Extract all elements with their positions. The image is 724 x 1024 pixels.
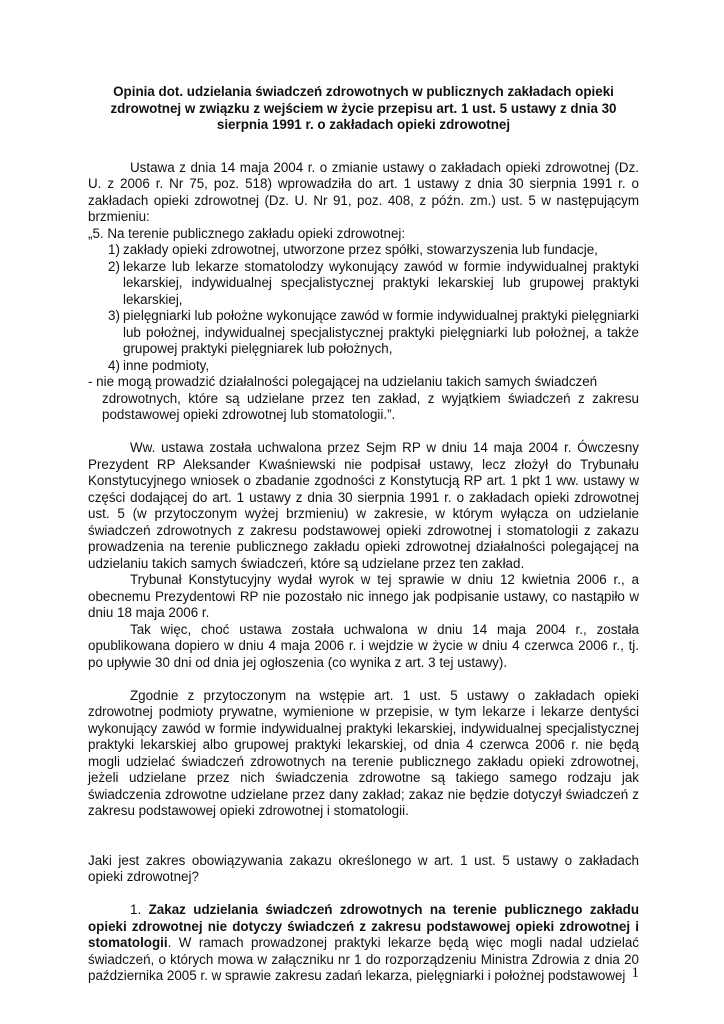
quote-conclusion-continuation: zdrowotnych, które są udzielane przez ten zakład, z wyjątkiem świadczeń z zakresu podstawowej opieki zdrowotnej lub stomatologii.”. bbox=[102, 390, 639, 422]
document-title: Opinia dot. udzielania świadczeń zdrowotnych w publicznych zakładach opieki zdrowotnej w związku z wejściem w życie przepisu art. 1 ust. 5 ustawy z dnia 30 sierpnia 1991 r. o zakładach opieki zdrowotnej bbox=[110, 84, 617, 132]
list-item bbox=[88, 358, 639, 375]
point-1-paragraph bbox=[88, 902, 639, 985]
list-item bbox=[88, 259, 639, 309]
point-1-bold-text: Zakaz udzielania świadczeń zdrowotnych na terenie publicznego zakładu opieki zdrowotnej nie dotyczy świadczeń z zakresu podstawowej opieki zdrowotnej i stomatologii bbox=[88, 902, 639, 950]
intro-paragraph: Ustawa z dnia 14 maja 2004 r. o zmianie ustawy o zakładach opieki zdrowotnej (Dz. U. z 2006 r. Nr 75, poz. 518) wprowadziła do art. 1 ustawy z dnia 30 sierpnia 1991 r. o zakładach opieki zdrowotnej (Dz. U. Nr 91, poz. 408, z późn. zm.) ust. 5 w następującym brzmieniu: bbox=[88, 159, 639, 224]
list-item-number: 1) bbox=[108, 242, 120, 257]
question-paragraph: Jaki jest zakres obowiązywania zakazu określonego w art. 1 ust. 5 ustawy o zakładach opieki zdrowotnej? bbox=[88, 852, 639, 884]
list-item-text: lekarze lub lekarze stomatolodzy wykonujący zawód w formie indywidualnej praktyki lekarskiej, indywidualnej specjalistycznej praktyki lekarskiej lub grupowej praktyki lekarskiej, bbox=[123, 258, 639, 307]
document-page bbox=[88, 84, 639, 985]
list-item-number: 3) bbox=[108, 308, 120, 323]
quote-heading: „5. Na terenie publicznego zakładu opieki zdrowotnej: bbox=[88, 225, 406, 241]
list-item-number: 4) bbox=[108, 357, 120, 373]
paragraph-ww-ustawa: Ww. ustawa została uchwalona przez Sejm RP w dniu 14 maja 2004 r. Ówczesny Prezydent RP Aleksander Kwaśniewski nie podpisał ustawy, lecz złożył do Trybunału Konstytucyjnego wniosek o zbadanie zgodności z Konstytucją RP art. 1 pkt 1 ww. ustawy w części dodającej do art. 1 ustawy z dnia 30 sierpnia 1991 r. o zakładach opieki zdrowotnej ust. 5 (w przytoczonym wyżej brzmieniu) w zakresie, w którym wyłącza on udzielanie świadczeń zdrowotnych z zakresu podstawowej opieki zdrowotnej i stomatologii z zakazu prowadzenia na terenie publicznego zakładu opieki zdrowotnej działalności polegającej na udzielaniu takich samych świadczeń, które są udzielane przez ten zakład. bbox=[88, 440, 639, 571]
list-item-number: 2) bbox=[108, 258, 120, 274]
paragraph-tak-wiec: Tak więc, choć ustawa została uchwalona w dniu 14 maja 2004 r., została opublikowana dopiero w dniu 4 maja 2006 r. i wejdzie w życie w dniu 4 czerwca 2006 r., tj. po upływie 30 dni od dnia jej ogłoszenia (co wynika z art. 3 tej ustawy). bbox=[88, 621, 639, 670]
list-item-text: zakłady opieki zdrowotnej, utworzone przez spółki, stowarzyszenia lub fundacje, bbox=[123, 242, 598, 257]
list-item bbox=[88, 308, 639, 358]
point-1-text: . W ramach prowadzonej praktyki lekarze będą więc mogli nadal udzielać świadczeń, o których mowa w załączniku nr 1 do rozporządzeniu Ministra Zdrowia z dnia 20 października 2005 r. w sprawie zakresu zadań lekarza, pielęgniarki i położnej podstawowej bbox=[88, 935, 639, 983]
quote-conclusion bbox=[88, 374, 639, 424]
paragraph-trybunal: Trybunał Konstytucyjny wydał wyrok w tej sprawie w dniu 12 kwietnia 2006 r., a obecnemu Prezydentowi RP nie pozostało nic innego jak podpisanie ustawy, co nastąpiło w dniu 18 maja 2006 r. bbox=[88, 572, 639, 620]
list-item bbox=[88, 242, 639, 259]
page-number: 1 bbox=[631, 965, 639, 981]
quote-conclusion-dash-line: - nie mogą prowadzić działalności polegającej na udzielaniu takich samych świadczeń bbox=[88, 374, 598, 389]
list-item-text: pielęgniarki lub położne wykonujące zawód w formie indywidualnej praktyki pielęgniarki lub położnej, indywidualnej specjalistycznej praktyki pielęgniarki lub położnej, a także grupowej praktyki pielęgniarek lub położnych, bbox=[123, 308, 639, 356]
quoted-list bbox=[88, 242, 639, 374]
point-1-number: 1. bbox=[130, 902, 142, 917]
paragraph-zgodnie: Zgodnie z przytoczonym na wstępie art. 1 ust. 5 ustawy o zakładach opieki zdrowotnej podmioty prywatne, wymienione w przepisie, w tym lekarze i lekarze dentyści wykonujący zawód w formie indywidualnej praktyki lekarskiej, indywidualnej specjalistycznej praktyki lekarskiej albo grupowej praktyki lekarskiej, od dnia 4 czerwca 2006 r. nie będą mogli udzielać świadczeń zdrowotnych na terenie publicznego zakładu opieki zdrowotnej, jeżeli udzielane przez nich świadczenia zdrowotne są takiego samego rodzaju jak świadczenia zdrowotne udzielane przez dany zakład; zakaz nie będzie dotyczył świadczeń z zakresu podstawowej opieki zdrowotnej i stomatologii. bbox=[88, 687, 639, 818]
list-item-text: inne podmioty, bbox=[123, 357, 210, 373]
